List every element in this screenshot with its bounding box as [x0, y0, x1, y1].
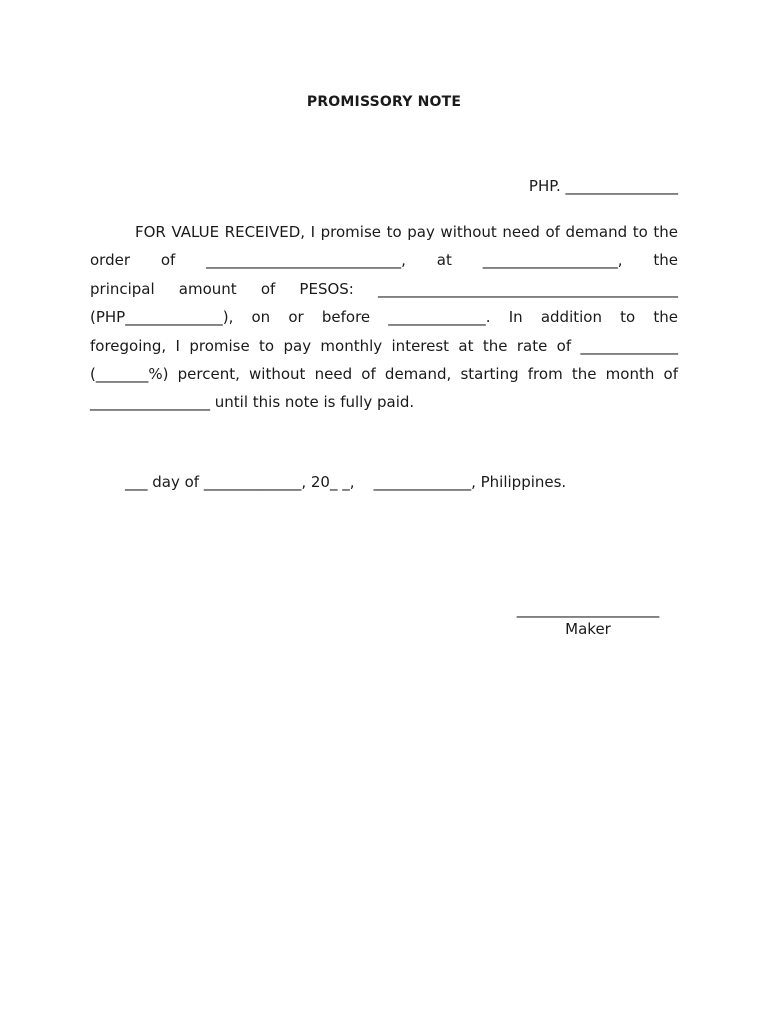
- document-title: PROMISSORY NOTE: [306, 94, 462, 110]
- amount-line: PHP. _______________: [528, 177, 678, 195]
- body-line: ________________ until this note is fully paid.: [90, 393, 415, 412]
- body-line: (PHP_____________), on or before _____________. In addition to the: [90, 308, 678, 327]
- signature-block: [498, 600, 678, 638]
- signature-line: ___________________: [516, 600, 660, 618]
- body-line: (_______%) percent, without need of demand, starting from the month of: [90, 364, 678, 383]
- body-line: order of __________________________, at __________________, the: [90, 251, 678, 270]
- body-paragraph: [90, 218, 678, 417]
- body-line: FOR VALUE RECEIVED, I promise to pay without need of demand to the: [135, 223, 678, 241]
- signature-label: Maker: [565, 620, 611, 638]
- body-line: principal amount of PESOS: ________________________________________: [90, 279, 678, 298]
- body-line: foregoing, I promise to pay monthly interest at the rate of _____________: [90, 336, 678, 355]
- date-place-line: ___ day of _____________, 20_ _, _____________, Philippines.: [125, 473, 567, 491]
